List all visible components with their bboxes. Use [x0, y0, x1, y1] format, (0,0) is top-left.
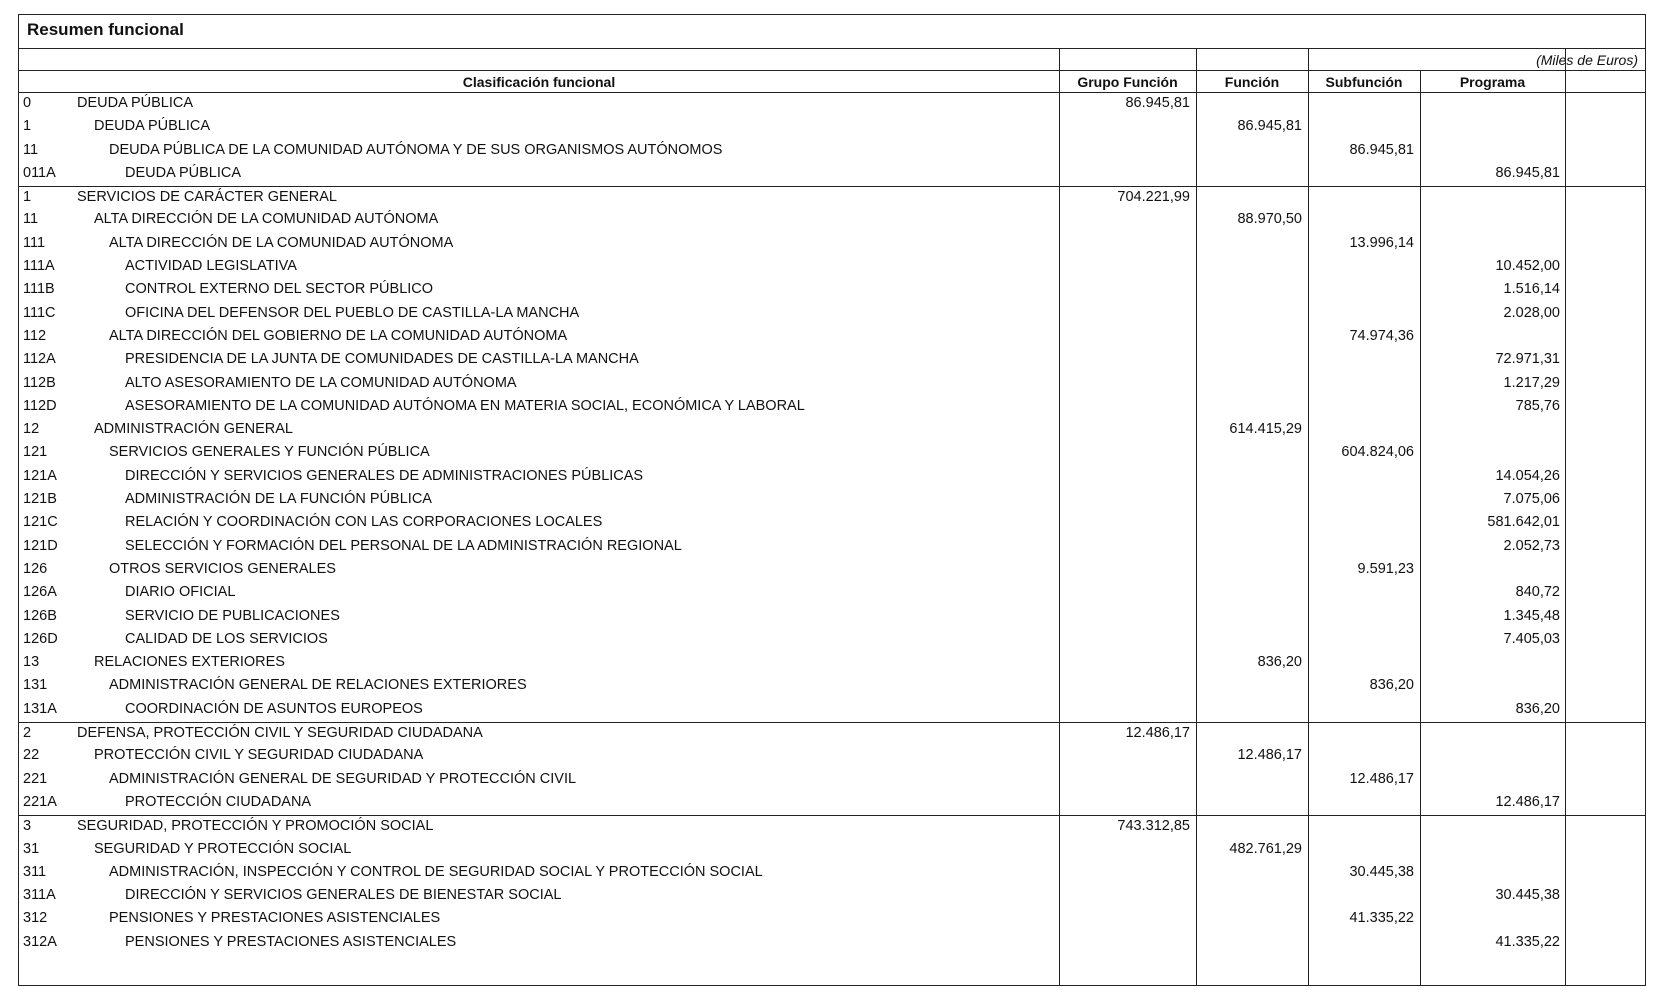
table-row	[19, 652, 1645, 675]
table-row	[19, 326, 1645, 349]
table-row	[19, 606, 1645, 629]
row-value-subfuncion: 74.974,36	[1349, 327, 1414, 344]
column-header-clasificacion: Clasificación funcional	[462, 74, 616, 90]
row-code: 221A	[23, 793, 57, 810]
table-row	[19, 419, 1645, 442]
row-name: SERVICIOS GENERALES Y FUNCIÓN PÚBLICA	[109, 444, 430, 461]
row-value-grupo: 86.945,81	[1125, 95, 1190, 111]
units-row	[19, 49, 1645, 71]
column-header-funcion: Función	[1224, 74, 1280, 90]
row-code: 11	[23, 211, 39, 228]
row-code: 13	[23, 654, 40, 671]
row-value-programa: 2.052,73	[1503, 537, 1560, 554]
row-name: ACTIVIDAD LEGISLATIVA	[125, 258, 297, 275]
table-row	[19, 722, 1645, 745]
row-code: 126	[23, 560, 48, 577]
table-row	[19, 582, 1645, 605]
row-code: 121C	[23, 514, 58, 531]
row-code: 121D	[23, 537, 58, 554]
row-value-grupo: 704.221,99	[1117, 189, 1190, 206]
row-name: PENSIONES Y PRESTACIONES ASISTENCIALES	[125, 933, 457, 950]
table-row	[19, 93, 1645, 116]
row-value-grupo: 12.486,17	[1125, 725, 1190, 742]
row-name: PROTECCIÓN CIUDADANA	[125, 793, 312, 810]
row-value-programa: 836,20	[1515, 700, 1560, 717]
row-name: ASESORAMIENTO DE LA COMUNIDAD AUTÓNOMA EN MATERIA SOCIAL, ECONÓMICA Y LABORAL	[125, 397, 805, 414]
row-value-subfuncion: 12.486,17	[1349, 770, 1414, 787]
row-name: SERVICIOS DE CARÁCTER GENERAL	[77, 189, 337, 206]
table-row	[19, 373, 1645, 396]
row-name: DEFENSA, PROTECCIÓN CIVIL Y SEGURIDAD CIUDADANA	[77, 725, 483, 742]
row-name: OTROS SERVICIOS GENERALES	[109, 560, 336, 577]
row-name: ADMINISTRACIÓN DE LA FUNCIÓN PÚBLICA	[125, 491, 432, 508]
row-code: 22	[23, 747, 40, 764]
row-value-programa: 7.405,03	[1503, 630, 1560, 647]
row-name: PENSIONES Y PRESTACIONES ASISTENCIALES	[109, 910, 441, 927]
row-name: ADMINISTRACIÓN GENERAL	[94, 421, 293, 438]
row-value-subfuncion: 9.591,23	[1357, 560, 1414, 577]
row-code: 126D	[23, 630, 58, 647]
row-code: 2	[23, 725, 32, 742]
row-value-subfuncion: 41.335,22	[1349, 910, 1414, 927]
row-name: SERVICIO DE PUBLICACIONES	[125, 607, 340, 624]
table-row	[19, 839, 1645, 862]
table-row	[19, 349, 1645, 372]
row-value-funcion: 88.970,50	[1237, 211, 1302, 228]
row-name: DIRECCIÓN Y SERVICIOS GENERALES DE BIENESTAR SOCIAL	[125, 887, 562, 904]
table-row	[19, 862, 1645, 885]
row-code: 131A	[23, 700, 57, 717]
row-code: 112A	[23, 351, 56, 368]
row-code: 126B	[23, 607, 57, 624]
row-value-programa: 7.075,06	[1503, 491, 1560, 508]
row-name: CONTROL EXTERNO DEL SECTOR PÚBLICO	[125, 281, 434, 298]
row-value-programa: 86.945,81	[1495, 164, 1560, 181]
table-row	[19, 699, 1645, 722]
row-code: 111	[23, 234, 46, 251]
table-row	[19, 745, 1645, 768]
row-code: 011A	[23, 164, 56, 181]
row-code: 112B	[23, 374, 56, 391]
table-row	[19, 629, 1645, 652]
table-row	[19, 559, 1645, 582]
row-code: 126A	[23, 584, 57, 601]
table-row	[19, 466, 1645, 489]
row-code: 221	[23, 770, 48, 787]
row-code: 111C	[23, 304, 56, 321]
row-code: 311	[23, 863, 47, 880]
row-code: 112	[23, 327, 47, 344]
row-code: 3	[23, 818, 32, 835]
row-code: 111A	[23, 258, 55, 275]
row-code: 312A	[23, 933, 57, 950]
row-name: CALIDAD DE LOS SERVICIOS	[125, 630, 328, 647]
row-name: SEGURIDAD Y PROTECCIÓN SOCIAL	[94, 840, 352, 857]
column-header-programa: Programa	[1459, 74, 1526, 90]
table-row	[19, 140, 1645, 163]
row-name: ALTA DIRECCIÓN DE LA COMUNIDAD AUTÓNOMA	[94, 211, 439, 228]
row-code: 11	[23, 141, 39, 158]
row-value-programa: 12.486,17	[1495, 793, 1560, 810]
table-row	[19, 186, 1645, 209]
row-name: OFICINA DEL DEFENSOR DEL PUEBLO DE CASTILLA-LA MANCHA	[125, 304, 580, 321]
table-row	[19, 442, 1645, 465]
row-value-grupo: 743.312,85	[1117, 818, 1190, 835]
column-header-subfuncion: Subfunción	[1325, 74, 1403, 90]
row-name: DEUDA PÚBLICA	[77, 95, 194, 111]
row-code: 1	[23, 189, 32, 206]
column-header-grupo: Grupo Función	[1077, 74, 1178, 90]
table-body	[19, 93, 1645, 955]
row-name: SELECCIÓN Y FORMACIÓN DEL PERSONAL DE LA ADMINISTRACIÓN REGIONAL	[125, 537, 682, 554]
row-value-programa: 14.054,26	[1495, 467, 1560, 484]
table-row	[19, 815, 1645, 838]
row-code: 121B	[23, 491, 57, 508]
row-name: DEUDA PÚBLICA	[94, 118, 211, 135]
table-row	[19, 233, 1645, 256]
table-row	[19, 512, 1645, 535]
row-name: ALTO ASESORAMIENTO DE LA COMUNIDAD AUTÓNOMA	[125, 374, 517, 391]
table-row	[19, 256, 1645, 279]
row-code: 12	[23, 421, 40, 438]
table-row	[19, 489, 1645, 512]
row-name: RELACIÓN Y COORDINACIÓN CON LAS CORPORACIONES LOCALES	[125, 514, 603, 531]
table-row	[19, 396, 1645, 419]
units-label: (Miles de Euros)	[1536, 52, 1638, 68]
row-value-subfuncion: 30.445,38	[1349, 863, 1414, 880]
resumen-funcional-table	[18, 14, 1646, 986]
row-value-programa: 30.445,38	[1495, 887, 1560, 904]
row-value-programa: 785,76	[1515, 397, 1560, 414]
row-value-subfuncion: 13.996,14	[1349, 234, 1414, 251]
row-value-programa: 1.516,14	[1503, 281, 1560, 298]
row-code: 31	[23, 840, 40, 857]
row-value-subfuncion: 604.824,06	[1341, 444, 1414, 461]
row-value-programa: 840,72	[1515, 584, 1560, 601]
row-name: ALTA DIRECCIÓN DE LA COMUNIDAD AUTÓNOMA	[109, 234, 454, 251]
row-name: DIARIO OFICIAL	[125, 584, 236, 601]
row-code: 121A	[23, 467, 57, 484]
table-row	[19, 769, 1645, 792]
table-row	[19, 675, 1645, 698]
row-value-funcion: 836,20	[1257, 654, 1302, 671]
row-name: ADMINISTRACIÓN GENERAL DE SEGURIDAD Y PROTECCIÓN CIVIL	[109, 770, 577, 787]
row-name: DEUDA PÚBLICA	[125, 164, 242, 181]
row-value-funcion: 86.945,81	[1237, 118, 1302, 135]
row-value-subfuncion: 86.945,81	[1349, 141, 1414, 158]
row-name: DIRECCIÓN Y SERVICIOS GENERALES DE ADMINISTRACIONES PÚBLICAS	[125, 467, 644, 484]
row-value-subfuncion: 836,20	[1369, 677, 1414, 694]
row-name: ADMINISTRACIÓN, INSPECCIÓN Y CONTROL DE SEGURIDAD SOCIAL Y PROTECCIÓN SOCIAL	[109, 863, 763, 880]
row-name: PRESIDENCIA DE LA JUNTA DE COMUNIDADES DE CASTILLA-LA MANCHA	[125, 351, 639, 368]
row-value-funcion: 614.415,29	[1229, 421, 1302, 438]
table-row	[19, 303, 1645, 326]
table-row	[19, 279, 1645, 302]
row-name: ADMINISTRACIÓN GENERAL DE RELACIONES EXTERIORES	[109, 677, 527, 694]
row-code: 121	[23, 444, 48, 461]
row-name: DEUDA PÚBLICA DE LA COMUNIDAD AUTÓNOMA Y DE SUS ORGANISMOS AUTÓNOMOS	[109, 141, 723, 158]
page-title: Resumen funcional	[19, 15, 1645, 49]
row-name: SEGURIDAD, PROTECCIÓN Y PROMOCIÓN SOCIAL	[77, 818, 434, 835]
row-value-programa: 581.642,01	[1487, 514, 1560, 531]
table-row	[19, 885, 1645, 908]
row-name: PROTECCIÓN CIVIL Y SEGURIDAD CIUDADANA	[94, 747, 424, 764]
table-row	[19, 163, 1645, 186]
row-name: RELACIONES EXTERIORES	[94, 654, 285, 671]
row-code: 0	[23, 95, 32, 111]
row-code: 111B	[23, 281, 55, 298]
column-header-row	[19, 71, 1645, 93]
table-row	[19, 792, 1645, 815]
table-row	[19, 116, 1645, 139]
row-code: 312	[23, 910, 48, 927]
table-row	[19, 209, 1645, 232]
row-value-programa: 1.217,29	[1503, 374, 1560, 391]
row-code: 131	[23, 677, 48, 694]
table-row	[19, 932, 1645, 955]
row-value-programa: 1.345,48	[1503, 607, 1560, 624]
row-value-programa: 72.971,31	[1495, 351, 1560, 368]
row-value-programa: 10.452,00	[1495, 258, 1560, 275]
table-row	[19, 536, 1645, 559]
row-code: 311A	[23, 887, 56, 904]
table-row	[19, 908, 1645, 931]
row-value-funcion: 482.761,29	[1229, 840, 1302, 857]
row-value-funcion: 12.486,17	[1237, 747, 1302, 764]
row-value-programa: 41.335,22	[1495, 933, 1560, 950]
row-code: 112D	[23, 397, 57, 414]
row-name: ALTA DIRECCIÓN DEL GOBIERNO DE LA COMUNIDAD AUTÓNOMA	[109, 327, 568, 344]
row-name: COORDINACIÓN DE ASUNTOS EUROPEOS	[125, 700, 423, 717]
row-value-programa: 2.028,00	[1503, 304, 1560, 321]
row-code: 1	[23, 118, 32, 135]
